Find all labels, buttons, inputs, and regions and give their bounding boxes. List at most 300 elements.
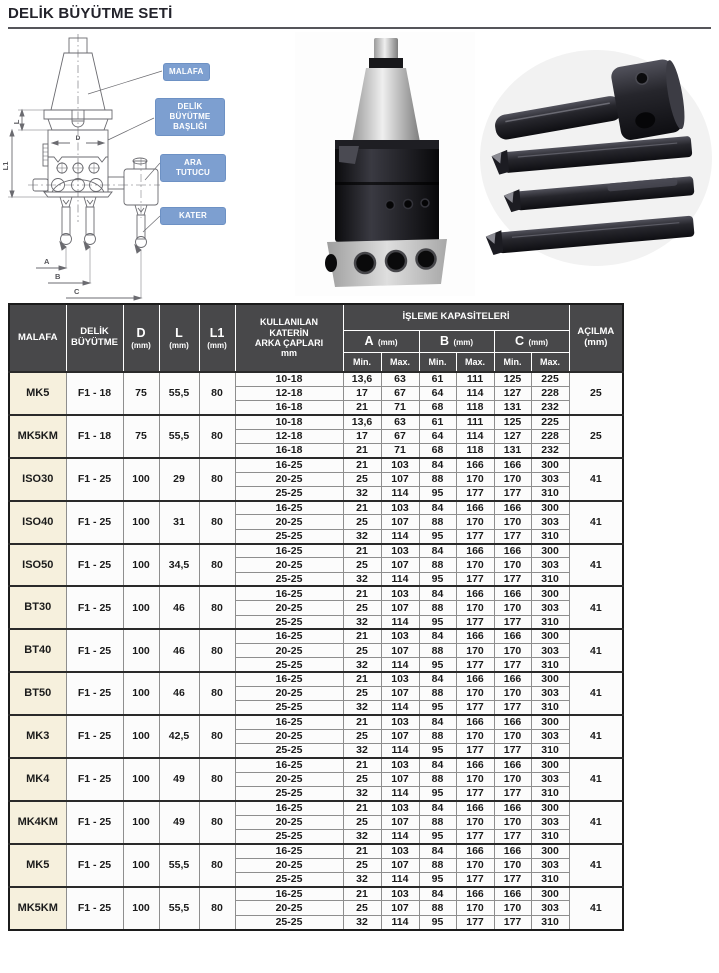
l-cell: 55,5: [159, 372, 199, 415]
b-min-cell: 95: [419, 701, 456, 715]
delik-buyutme-cell: F1 - 25: [66, 629, 123, 672]
a-max-cell: 114: [381, 615, 419, 629]
c-max-cell: 310: [531, 872, 569, 886]
b-max-cell: 177: [456, 615, 494, 629]
l1-cell: 80: [199, 672, 235, 715]
a-max-cell: 107: [381, 644, 419, 658]
a-max-cell: 103: [381, 715, 419, 729]
a-max-cell: 63: [381, 372, 419, 386]
b-max-cell: 177: [456, 787, 494, 801]
b-min-cell: 95: [419, 486, 456, 500]
b-min-cell: 84: [419, 629, 456, 643]
table-row: [9, 458, 623, 472]
a-max-cell: 103: [381, 458, 419, 472]
acilma-cell: 41: [569, 501, 623, 544]
l-cell: 49: [159, 801, 199, 844]
c-max-cell: 303: [531, 815, 569, 829]
b-min-cell: 88: [419, 687, 456, 701]
kater-cap-cell: 25-25: [235, 915, 343, 929]
kater-cap-cell: 25-25: [235, 529, 343, 543]
capacity-table: [8, 303, 624, 931]
malafa-cell: BT40: [9, 629, 66, 672]
l1-cell: 80: [199, 415, 235, 458]
a-min-cell: 21: [343, 715, 381, 729]
a-max-cell: 71: [381, 401, 419, 415]
c-max-cell: 303: [531, 558, 569, 572]
header-l1: L1 (mm): [199, 304, 235, 372]
malafa-cell: MK5KM: [9, 415, 66, 458]
b-min-cell: 68: [419, 401, 456, 415]
d-cell: 100: [123, 715, 159, 758]
callout-delik-buyutme-basligi: DELİK BÜYÜTME BAŞLIĞI: [155, 98, 225, 136]
c-max-cell: 232: [531, 401, 569, 415]
kater-cap-cell: 25-25: [235, 787, 343, 801]
a-max-cell: 71: [381, 443, 419, 457]
kater-cap-cell: 12-18: [235, 429, 343, 443]
l1-cell: 80: [199, 586, 235, 629]
header-b-min: Min.: [419, 352, 456, 372]
d-cell: 100: [123, 672, 159, 715]
acilma-cell: 41: [569, 544, 623, 587]
c-max-cell: 300: [531, 629, 569, 643]
b-max-cell: 177: [456, 830, 494, 844]
a-min-cell: 21: [343, 544, 381, 558]
b-max-cell: 170: [456, 558, 494, 572]
l1-cell: 80: [199, 758, 235, 801]
b-max-cell: 166: [456, 801, 494, 815]
c-max-cell: 225: [531, 415, 569, 429]
callout-ara-tutucu: ARA TUTUCU: [160, 154, 226, 182]
a-max-cell: 114: [381, 486, 419, 500]
a-min-cell: 21: [343, 758, 381, 772]
kater-cap-cell: 16-25: [235, 844, 343, 858]
c-max-cell: 303: [531, 687, 569, 701]
kater-cap-cell: 16-25: [235, 715, 343, 729]
delik-buyutme-cell: F1 - 18: [66, 372, 123, 415]
table-row: [9, 801, 623, 815]
b-max-cell: 177: [456, 572, 494, 586]
c-max-cell: 228: [531, 386, 569, 400]
c-max-cell: 310: [531, 658, 569, 672]
kater-cap-cell: 20-25: [235, 644, 343, 658]
a-min-cell: 25: [343, 687, 381, 701]
b-min-cell: 84: [419, 844, 456, 858]
kater-cap-cell: 20-25: [235, 601, 343, 615]
header-c-min: Min.: [494, 352, 531, 372]
b-min-cell: 84: [419, 586, 456, 600]
page-title: DELİK BÜYÜTME SETİ: [8, 5, 173, 22]
b-max-cell: 166: [456, 887, 494, 901]
header-delik-buyutme: DELİK BÜYÜTME: [66, 304, 123, 372]
c-min-cell: 125: [494, 415, 531, 429]
header-a-min: Min.: [343, 352, 381, 372]
a-max-cell: 114: [381, 872, 419, 886]
b-max-cell: 170: [456, 515, 494, 529]
l-cell: 46: [159, 629, 199, 672]
a-max-cell: 114: [381, 572, 419, 586]
a-min-cell: 17: [343, 386, 381, 400]
a-max-cell: 107: [381, 772, 419, 786]
a-max-cell: 107: [381, 515, 419, 529]
a-min-cell: 25: [343, 815, 381, 829]
dim-label-l1: L1: [1, 161, 10, 171]
a-min-cell: 21: [343, 629, 381, 643]
c-max-cell: 310: [531, 744, 569, 758]
table-row: [9, 372, 623, 386]
b-min-cell: 84: [419, 672, 456, 686]
table-row: [9, 758, 623, 772]
a-max-cell: 103: [381, 672, 419, 686]
a-max-cell: 103: [381, 544, 419, 558]
b-max-cell: 177: [456, 744, 494, 758]
l1-cell: 80: [199, 372, 235, 415]
b-min-cell: 88: [419, 772, 456, 786]
kater-cap-cell: 20-25: [235, 815, 343, 829]
c-max-cell: 300: [531, 672, 569, 686]
acilma-cell: 41: [569, 629, 623, 672]
malafa-cell: ISO40: [9, 501, 66, 544]
l-cell: 42,5: [159, 715, 199, 758]
c-max-cell: 310: [531, 572, 569, 586]
a-max-cell: 63: [381, 415, 419, 429]
b-min-cell: 84: [419, 458, 456, 472]
l1-cell: 80: [199, 844, 235, 887]
c-max-cell: 225: [531, 372, 569, 386]
a-min-cell: 32: [343, 872, 381, 886]
b-min-cell: 95: [419, 915, 456, 929]
c-max-cell: 303: [531, 644, 569, 658]
b-max-cell: 170: [456, 687, 494, 701]
malafa-cell: ISO50: [9, 544, 66, 587]
kater-cap-cell: 16-25: [235, 586, 343, 600]
a-max-cell: 114: [381, 830, 419, 844]
c-max-cell: 303: [531, 729, 569, 743]
d-cell: 100: [123, 844, 159, 887]
a-min-cell: 25: [343, 772, 381, 786]
b-max-cell: 111: [456, 415, 494, 429]
a-max-cell: 103: [381, 801, 419, 815]
delik-buyutme-cell: F1 - 25: [66, 458, 123, 501]
malafa-cell: MK3: [9, 715, 66, 758]
b-max-cell: 170: [456, 901, 494, 915]
d-cell: 100: [123, 586, 159, 629]
c-max-cell: 303: [531, 601, 569, 615]
kater-cap-cell: 20-25: [235, 901, 343, 915]
acilma-cell: 41: [569, 887, 623, 930]
kater-cap-cell: 16-25: [235, 887, 343, 901]
b-max-cell: 177: [456, 529, 494, 543]
table-row: [9, 586, 623, 600]
l-cell: 31: [159, 501, 199, 544]
c-min-cell: 166: [494, 458, 531, 472]
c-min-cell: 177: [494, 529, 531, 543]
c-min-cell: 166: [494, 887, 531, 901]
a-min-cell: 17: [343, 429, 381, 443]
a-min-cell: 25: [343, 729, 381, 743]
dim-label-c: C: [74, 287, 80, 296]
dim-label-b: B: [55, 272, 61, 281]
b-max-cell: 177: [456, 658, 494, 672]
c-max-cell: 300: [531, 501, 569, 515]
d-cell: 100: [123, 501, 159, 544]
b-min-cell: 88: [419, 601, 456, 615]
malafa-cell: MK4: [9, 758, 66, 801]
delik-buyutme-cell: F1 - 25: [66, 758, 123, 801]
c-min-cell: 125: [494, 372, 531, 386]
delik-buyutme-cell: F1 - 18: [66, 415, 123, 458]
header-c-max: Max.: [531, 352, 569, 372]
b-max-cell: 166: [456, 629, 494, 643]
b-max-cell: 170: [456, 601, 494, 615]
header-b-max: Max.: [456, 352, 494, 372]
kater-cap-cell: 20-25: [235, 515, 343, 529]
c-max-cell: 310: [531, 529, 569, 543]
b-min-cell: 88: [419, 472, 456, 486]
acilma-cell: 41: [569, 458, 623, 501]
b-max-cell: 177: [456, 872, 494, 886]
kater-cap-cell: 20-25: [235, 558, 343, 572]
dim-label-d: D: [75, 135, 81, 142]
l1-cell: 80: [199, 501, 235, 544]
b-max-cell: 166: [456, 501, 494, 515]
table-row: [9, 544, 623, 558]
kater-cap-cell: 25-25: [235, 744, 343, 758]
b-max-cell: 170: [456, 729, 494, 743]
c-min-cell: 170: [494, 772, 531, 786]
kater-cap-cell: 25-25: [235, 872, 343, 886]
l-cell: 55,5: [159, 844, 199, 887]
b-max-cell: 166: [456, 672, 494, 686]
b-min-cell: 84: [419, 758, 456, 772]
a-min-cell: 32: [343, 744, 381, 758]
c-min-cell: 166: [494, 586, 531, 600]
c-max-cell: 300: [531, 887, 569, 901]
top-section: [0, 30, 719, 302]
table-row: [9, 715, 623, 729]
a-min-cell: 21: [343, 458, 381, 472]
c-max-cell: 303: [531, 472, 569, 486]
a-max-cell: 114: [381, 787, 419, 801]
l1-cell: 80: [199, 629, 235, 672]
header-a-max: Max.: [381, 352, 419, 372]
d-cell: 100: [123, 801, 159, 844]
c-min-cell: 131: [494, 443, 531, 457]
b-min-cell: 84: [419, 801, 456, 815]
c-min-cell: 170: [494, 901, 531, 915]
c-min-cell: 170: [494, 515, 531, 529]
a-max-cell: 103: [381, 844, 419, 858]
acilma-cell: 41: [569, 586, 623, 629]
delik-buyutme-cell: F1 - 25: [66, 544, 123, 587]
kater-cap-cell: 25-25: [235, 658, 343, 672]
a-min-cell: 32: [343, 658, 381, 672]
a-max-cell: 114: [381, 915, 419, 929]
b-max-cell: 166: [456, 586, 494, 600]
l-cell: 34,5: [159, 544, 199, 587]
kater-cap-cell: 16-18: [235, 443, 343, 457]
delik-buyutme-cell: F1 - 25: [66, 672, 123, 715]
kater-cap-cell: 20-25: [235, 472, 343, 486]
title-divider: [8, 27, 711, 29]
b-max-cell: 166: [456, 715, 494, 729]
c-max-cell: 310: [531, 486, 569, 500]
b-max-cell: 114: [456, 386, 494, 400]
c-min-cell: 166: [494, 544, 531, 558]
l-cell: 29: [159, 458, 199, 501]
acilma-cell: 41: [569, 801, 623, 844]
a-min-cell: 25: [343, 644, 381, 658]
a-min-cell: 32: [343, 486, 381, 500]
boring-bars-photo: [478, 38, 718, 273]
kater-cap-cell: 16-25: [235, 501, 343, 515]
b-min-cell: 88: [419, 858, 456, 872]
b-min-cell: 95: [419, 872, 456, 886]
d-cell: 100: [123, 458, 159, 501]
a-max-cell: 107: [381, 472, 419, 486]
c-max-cell: 310: [531, 915, 569, 929]
kater-cap-cell: 25-25: [235, 486, 343, 500]
b-max-cell: 118: [456, 401, 494, 415]
b-min-cell: 88: [419, 558, 456, 572]
a-max-cell: 103: [381, 586, 419, 600]
kater-cap-cell: 16-25: [235, 458, 343, 472]
c-min-cell: 166: [494, 629, 531, 643]
c-max-cell: 300: [531, 586, 569, 600]
c-max-cell: 228: [531, 429, 569, 443]
kater-cap-cell: 20-25: [235, 687, 343, 701]
c-min-cell: 166: [494, 758, 531, 772]
a-max-cell: 103: [381, 501, 419, 515]
malafa-cell: BT30: [9, 586, 66, 629]
b-min-cell: 95: [419, 572, 456, 586]
acilma-cell: 41: [569, 672, 623, 715]
a-max-cell: 67: [381, 386, 419, 400]
c-max-cell: 300: [531, 458, 569, 472]
l-cell: 55,5: [159, 887, 199, 930]
kater-cap-cell: 16-25: [235, 758, 343, 772]
d-cell: 100: [123, 544, 159, 587]
c-min-cell: 166: [494, 844, 531, 858]
a-min-cell: 13,6: [343, 415, 381, 429]
c-min-cell: 170: [494, 644, 531, 658]
c-min-cell: 177: [494, 701, 531, 715]
a-max-cell: 114: [381, 529, 419, 543]
delik-buyutme-cell: F1 - 25: [66, 586, 123, 629]
table-row: [9, 415, 623, 429]
callout-kater: KATER: [160, 207, 226, 225]
b-max-cell: 166: [456, 844, 494, 858]
header-b: B (mm): [419, 330, 494, 352]
c-max-cell: 300: [531, 801, 569, 815]
c-max-cell: 303: [531, 515, 569, 529]
b-min-cell: 88: [419, 901, 456, 915]
kater-cap-cell: 25-25: [235, 701, 343, 715]
d-cell: 100: [123, 758, 159, 801]
a-min-cell: 21: [343, 501, 381, 515]
acilma-cell: 25: [569, 372, 623, 415]
a-max-cell: 107: [381, 601, 419, 615]
b-min-cell: 88: [419, 515, 456, 529]
c-max-cell: 303: [531, 858, 569, 872]
b-max-cell: 170: [456, 472, 494, 486]
delik-buyutme-cell: F1 - 25: [66, 715, 123, 758]
b-max-cell: 166: [456, 544, 494, 558]
l1-cell: 80: [199, 887, 235, 930]
c-max-cell: 310: [531, 615, 569, 629]
c-max-cell: 310: [531, 787, 569, 801]
header-malafa: MALAFA: [9, 304, 66, 372]
acilma-cell: 41: [569, 715, 623, 758]
c-min-cell: 170: [494, 472, 531, 486]
acilma-cell: 41: [569, 844, 623, 887]
acilma-cell: 25: [569, 415, 623, 458]
a-min-cell: 21: [343, 401, 381, 415]
a-min-cell: 32: [343, 701, 381, 715]
a-max-cell: 107: [381, 729, 419, 743]
a-max-cell: 107: [381, 858, 419, 872]
a-max-cell: 107: [381, 687, 419, 701]
c-max-cell: 310: [531, 830, 569, 844]
l-cell: 49: [159, 758, 199, 801]
kater-cap-cell: 16-25: [235, 801, 343, 815]
c-min-cell: 177: [494, 658, 531, 672]
b-min-cell: 88: [419, 729, 456, 743]
a-min-cell: 21: [343, 844, 381, 858]
a-min-cell: 21: [343, 887, 381, 901]
b-max-cell: 111: [456, 372, 494, 386]
c-min-cell: 177: [494, 872, 531, 886]
c-min-cell: 177: [494, 572, 531, 586]
kater-cap-cell: 25-25: [235, 615, 343, 629]
kater-cap-cell: 20-25: [235, 858, 343, 872]
b-max-cell: 177: [456, 915, 494, 929]
l-cell: 55,5: [159, 415, 199, 458]
a-min-cell: 25: [343, 901, 381, 915]
a-max-cell: 107: [381, 901, 419, 915]
a-min-cell: 32: [343, 615, 381, 629]
kater-cap-cell: 10-18: [235, 372, 343, 386]
c-min-cell: 177: [494, 744, 531, 758]
a-min-cell: 25: [343, 515, 381, 529]
delik-buyutme-cell: F1 - 25: [66, 801, 123, 844]
table-row: [9, 672, 623, 686]
header-isleme-kapasiteleri: İŞLEME KAPASİTELERİ: [343, 304, 569, 330]
a-min-cell: 25: [343, 601, 381, 615]
b-min-cell: 64: [419, 386, 456, 400]
header-l: L (mm): [159, 304, 199, 372]
a-min-cell: 25: [343, 558, 381, 572]
b-min-cell: 95: [419, 830, 456, 844]
c-min-cell: 170: [494, 687, 531, 701]
kater-cap-cell: 20-25: [235, 729, 343, 743]
l1-cell: 80: [199, 801, 235, 844]
kater-cap-cell: 16-25: [235, 544, 343, 558]
d-cell: 100: [123, 887, 159, 930]
header-a: A (mm): [343, 330, 419, 352]
kater-cap-cell: 16-25: [235, 629, 343, 643]
callout-malafa: MALAFA: [163, 63, 210, 81]
b-min-cell: 61: [419, 372, 456, 386]
a-min-cell: 25: [343, 472, 381, 486]
b-min-cell: 61: [419, 415, 456, 429]
a-max-cell: 107: [381, 815, 419, 829]
kater-cap-cell: 12-18: [235, 386, 343, 400]
b-min-cell: 95: [419, 615, 456, 629]
b-min-cell: 68: [419, 443, 456, 457]
kater-cap-cell: 25-25: [235, 572, 343, 586]
c-min-cell: 166: [494, 715, 531, 729]
table-row: [9, 844, 623, 858]
